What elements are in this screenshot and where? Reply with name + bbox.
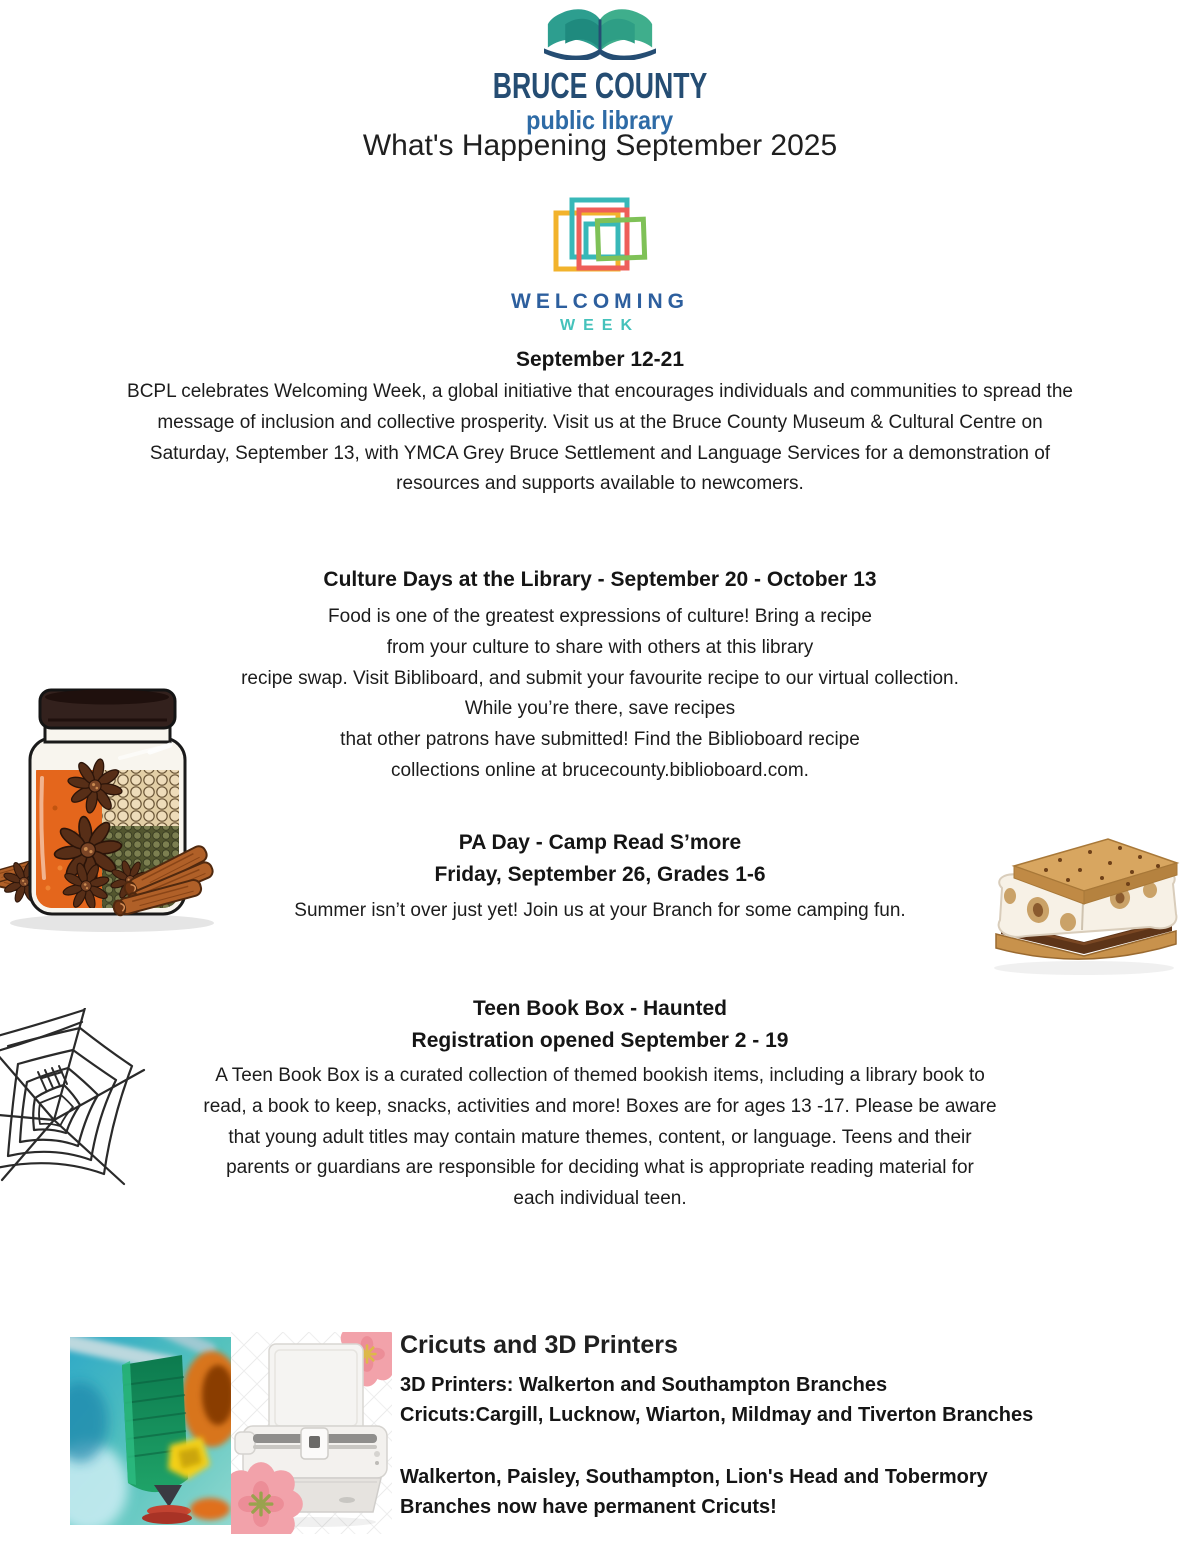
body-line: Saturday, September 13, with YMCA Grey Bruce Settlement and Language Services for a demonstration of [149,442,1051,464]
cricut-machine-photo [231,1332,392,1534]
welcoming-week-wordmark-bottom: WEEK [560,317,640,334]
body-line: resources and supports available to newcomers. [396,473,804,495]
open-book-icon [539,4,661,60]
page-title: What's Happening September 2025 [362,129,838,162]
welcoming-week-body [0,377,1200,500]
body-line: message of inclusion and collective prosperity. Visit us at the Bruce County Museum & Cultural Centre on [157,411,1043,433]
logo-title: BRUCE COUNTY [492,65,708,106]
body-line: that other patrons have submitted! Find the Biblioboard recipe [340,729,860,751]
body-line: from your culture to share with others at this library [386,636,814,658]
body-line: While you’re there, save recipes [464,698,736,720]
printers-branches-line: 3D Printers: Walkerton and Southampton Branches [400,1374,888,1396]
permanent-cricuts-line: Walkerton, Paisley, Southampton, Lion's Head and Tobermory [400,1466,988,1488]
body-line: each individual teen. [513,1188,687,1210]
body-line: collections online at brucecounty.biblioboard.com. [391,759,809,781]
pa-day-body: Summer isn’t over just yet! Join us at your Branch for some camping fun. [294,900,906,921]
permanent-cricuts-line: Branches now have permanent Cricuts! [400,1495,777,1518]
culture-days-heading: Culture Days at the Library - September 20 - October 13 [323,568,877,591]
pa-day-heading: PA Day - Camp Read S’more [458,831,742,854]
welcoming-week-wordmark-top: WELCOMING [511,290,689,313]
body-line: Food is one of the greatest expressions of culture! Bring a recipe [328,606,872,627]
body-line: that young adult titles may contain mature themes, content, or language. Teens and their [228,1126,972,1148]
logo-subtitle: public library [526,105,674,135]
body-line: recipe swap. Visit Bibliboard, and submit your favourite recipe to our virtual collection. [241,667,959,689]
3d-printer-photo [70,1337,231,1525]
teen-book-box-subheading: Registration opened September 2 - 19 [411,1029,789,1052]
cricuts-section [400,1328,1180,1522]
welcoming-week-heading: September 12-21 [515,348,685,371]
welcoming-week-logo [0,197,1200,335]
library-logo [0,4,1200,136]
spider-web-illustration [0,1008,152,1188]
pa-day-subheading: Friday, September 26, Grades 1-6 [434,863,766,886]
welcoming-week-squares-icon [552,197,648,277]
teen-book-box-heading: Teen Book Box - Haunted [473,997,727,1020]
body-line: read, a book to keep, snacks, activities and more! Boxes are for ages 13 -17. Please be aware [203,1095,997,1117]
cricuts-heading: Cricuts and 3D Printers [400,1331,678,1359]
smore-illustration [980,830,1188,978]
body-line: BCPL celebrates Welcoming Week, a global initiative that encourages individuals and communities to spread the [127,381,1073,402]
cricuts-branches-line: Cricuts:Cargill, Lucknow, Wiarton, Mildmay and Tiverton Branches [400,1403,1034,1426]
teen-book-box-body [0,1061,1200,1215]
body-line: parents or guardians are responsible for deciding what is appropriate reading material for [226,1157,974,1179]
body-line: A Teen Book Box is a curated collection of themed bookish items, including a library book to [215,1065,985,1086]
